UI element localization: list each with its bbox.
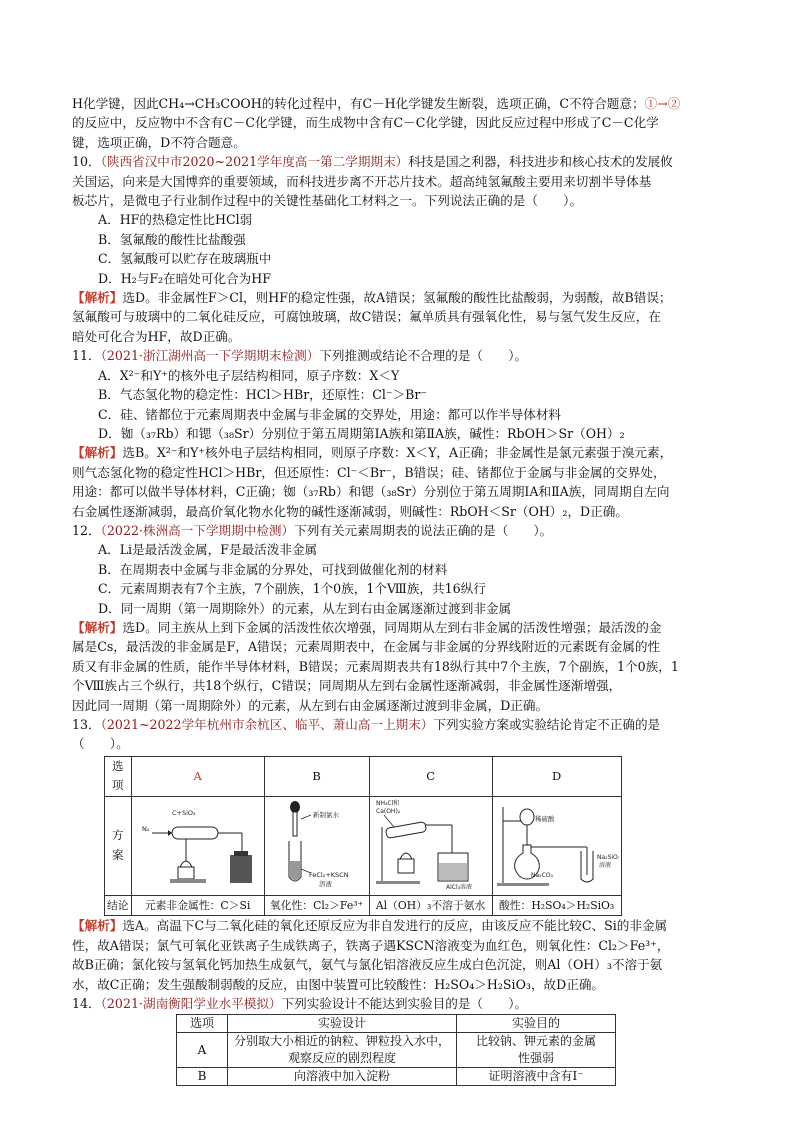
table-row-scheme bbox=[105, 796, 622, 895]
q10-option-a: A．HF的热稳定性比HCl弱 bbox=[98, 212, 253, 228]
q10-stem-2: 关国运，向来是大国博弈的重要领域，而科技进步离不开芯片技术。超高纯氢氟酸主要用来切割半导体基 bbox=[72, 173, 652, 189]
q11-option-c: C．硅、锗都位于元素周期表中金属与非金属的交界处，用途：都可以作半导体材料 bbox=[98, 406, 562, 422]
q11-option-d: D．铷（₃₇Rb）和锶（₃₈Sr）分别位于第五周期第ⅠA族和第ⅡA族，碱性：RbOH＞Sr（OH）₂ bbox=[98, 425, 625, 441]
stand-base bbox=[497, 883, 549, 886]
q14-stem: 14．（2021·湖南衡阳学业水平模拟）下列实验设计不能达到实验目的是（ ）。 bbox=[72, 996, 528, 1012]
q11-option-b: B．气态氢化物的稳定性：HCl＞HBr，还原性：Cl⁻＞Br⁻ bbox=[98, 387, 428, 403]
q10-analysis: 【解析】选D。非金属性F＞Cl，则HF的稳定性强，故A错误；氢氟酸的酸性比盐酸弱，为弱酸，故B错误； bbox=[72, 290, 672, 306]
label-n2: N₂ bbox=[141, 824, 150, 833]
arrow-head-icon bbox=[168, 830, 172, 836]
q12-option-d: D．同一周期（第一周期除外）的元素，从左到右由金属逐渐过渡到非金属 bbox=[98, 600, 512, 616]
dropper-tube bbox=[293, 812, 297, 836]
q14-design-table bbox=[176, 1014, 616, 1086]
apparatus-a bbox=[131, 796, 264, 895]
table-row bbox=[177, 1068, 616, 1086]
q12-analysis-4: 个Ⅷ族占三个纵行，共18个纵行，C错误；同周期从左到右金属性逐渐减弱，非金属性逐渐增强， bbox=[72, 678, 622, 694]
row-goal: 证明溶液中含有I⁻ bbox=[457, 1068, 616, 1086]
label-solution-d: 溶液 bbox=[598, 861, 611, 869]
separatory-funnel bbox=[520, 809, 534, 825]
header-c: C bbox=[369, 756, 492, 796]
burner-flame-icon bbox=[180, 861, 192, 867]
q10-stem-3: 板芯片，是微电子行业制作过程中的关键性基础化工材料之一。下列说法正确的是（ ）。 bbox=[72, 193, 583, 209]
q10-analysis-2: 氢氟酸可与玻璃中的二氧化硅反应，可腐蚀玻璃，故C错误；氟单质具有强氧化性，易与氢气发生反应，在 bbox=[72, 309, 661, 325]
label-fecl2-kscn: FeCl₂+KSCN bbox=[308, 870, 349, 879]
q13-analysis: 【解析】选A。高温下C与二氧化硅的氧化还原反应为非自发进行的反应，由该反应不能比较C、Si的非金属 bbox=[72, 918, 668, 934]
q11-analysis: 【解析】选B。X²⁻和Y⁺核外电子层结构相同，则原子序数：X＜Y，A正确；非金属性是氯元素强于溴元素， bbox=[72, 445, 673, 461]
label-solution: 溶液 bbox=[318, 879, 332, 888]
q13-stem: 13．（2021~2022学年杭州市余杭区、临平、萧山高一上期末）下列实验方案或实验结论肯定不正确的是 bbox=[72, 717, 661, 732]
label-nh4cl: NH₄Cl和 bbox=[375, 799, 399, 807]
table-header-row bbox=[105, 756, 622, 796]
header-goal: 实验目的 bbox=[457, 1015, 616, 1033]
header-b: B bbox=[264, 756, 369, 796]
apparatus-b-diagram bbox=[267, 797, 367, 889]
stand-base bbox=[170, 879, 206, 883]
q12-stem: 12．（2022·株洲高一下学期期中检测）下列有关元素周期表的说法正确的是（ ）。 bbox=[72, 522, 553, 538]
header-design: 实验设计 bbox=[228, 1015, 457, 1033]
bottle-cap bbox=[234, 851, 248, 856]
q11-analysis-4: 右金属性逐渐减弱，最高价氧化物水化物的碱性逐渐减弱，则碱性：RbOH＜Sr（OH）₂，D正确。 bbox=[72, 503, 628, 519]
q10-option-b: B．氢氟酸的酸性比盐酸强 bbox=[98, 231, 246, 247]
q10-option-c: C．氢氟酸可以贮存在玻璃瓶中 bbox=[98, 251, 272, 267]
row-label-conclusion: 结论 bbox=[105, 896, 132, 916]
q13-analysis-2: 性，故A错误；氯气可氧化亚铁离子生成铁离子，铁离子遇KSCN溶液变为血红色，则氧化性：Cl₂＞Fe³⁺， bbox=[72, 937, 670, 953]
label-na2sio3: Na₂SiO₃ bbox=[596, 853, 619, 861]
intro-line-1: H化学键，因此CH₄→CH₃COOH的转化过程中，有C－H化学键发生断裂，选项正确，C不符合题意；①→② bbox=[72, 96, 681, 111]
q12-option-a: A．Li是最活泼金属，F是最活泼非金属 bbox=[98, 542, 318, 558]
q11-stem: 11．（2021·浙江湖州高一下学期期末检测）下列推测或结论不合理的是（ ）。 bbox=[72, 348, 528, 364]
collection-bottle bbox=[230, 855, 252, 883]
q13-analysis-4: 水，故C正确；发生强酸制弱酸的反应，由图中装置可比较酸性：H₂SO₄＞H₂SiO₃，故D正确。 bbox=[72, 976, 605, 992]
header-option: 选项 bbox=[105, 756, 132, 796]
q13-stem-2: （ ）。 bbox=[72, 736, 129, 752]
row-design: 分别取大小相近的钠粒、钾粒投入水中， 观察反应的剧烈程度 bbox=[228, 1033, 457, 1068]
test-tube-solution bbox=[290, 861, 300, 880]
alcohol-lamp bbox=[398, 859, 414, 873]
reaction-tube bbox=[172, 827, 218, 839]
apparatus-d bbox=[492, 796, 621, 895]
label-line-top bbox=[301, 815, 311, 819]
q10-stem: 10．（陕西省汉中市2020~2021学年度高一第二学期期末）科技是国之利器，科技进步和核心技术的发展攸 bbox=[72, 154, 673, 170]
table-row-conclusion bbox=[105, 896, 622, 916]
conclusion-a: 元素非金属性：C＞Si bbox=[131, 896, 264, 916]
label-na2co3: Na₂CO₃ bbox=[530, 871, 553, 879]
alcohol-lamp bbox=[178, 867, 194, 879]
q12-analysis-5: 因此同一周期（第一周期除外）的元素，从左到右由金属逐渐过渡到非金属，D正确。 bbox=[72, 697, 549, 713]
conclusion-c: Al（OH）₃不溶于氨水 bbox=[369, 896, 492, 916]
table-header-row bbox=[177, 1015, 616, 1033]
intro-line-2: 的反应中，反应物中不含有C－C化学键，而生成物中含有C－C化学键，因此反应过程中形成了C－C化学 bbox=[72, 115, 659, 131]
row-option: B bbox=[177, 1068, 228, 1086]
apparatus-b bbox=[264, 796, 369, 895]
row-goal: 比较钠、钾元素的金属 性强弱 bbox=[457, 1033, 616, 1068]
q12-analysis-2: 属是Cs，最活泼的非金属是F，A错误；元素周期表中，在金属与非金属的分界线附近的元素既有金属的性 bbox=[72, 639, 661, 655]
header-d: D bbox=[492, 756, 621, 796]
apparatus-c-diagram bbox=[372, 797, 490, 889]
row-design: 向溶液中加入淀粉 bbox=[228, 1068, 457, 1086]
q12-analysis: 【解析】选D。同主族从上到下金属的活泼性依次增强，同周期从左到右非金属的活泼性增强；最活泼的金 bbox=[72, 619, 662, 635]
apparatus-d-diagram bbox=[495, 797, 619, 889]
apparatus-c bbox=[369, 796, 492, 895]
header-a: A bbox=[131, 756, 264, 796]
q13-analysis-3: 故B正确；氯化铵与氢氧化钙加热生成氨气，氨气与氯化铝溶液反应生成白色沉淀，则Al（OH）₃不溶于氨 bbox=[72, 957, 663, 973]
label-alcl3: AlCl₃溶液 bbox=[445, 883, 472, 889]
q11-analysis-2: 则气态氢化物的稳定性HCl＞HBr，但还原性：Cl⁻＜Br⁻，B错误；硅、锗都位于金属与非金属的交界处， bbox=[72, 464, 666, 480]
intro-line-3: 键，选项正确，D不符合题意。 bbox=[72, 134, 246, 150]
label-dilute-h2so4: 稀硫酸 bbox=[534, 814, 555, 823]
row-option: A bbox=[177, 1033, 228, 1068]
row-label-scheme: 方案 bbox=[105, 796, 132, 895]
table-row bbox=[177, 1033, 616, 1068]
label-caoh2: Ca(OH)₂ bbox=[375, 807, 400, 815]
label-line bbox=[384, 815, 394, 827]
beaker-solution bbox=[439, 863, 467, 880]
q12-analysis-3: 质又有非金属的性质，能作半导体材料，B错误；元素周期表共有18纵行其中7个主族，7个副族，1个0族，1 bbox=[72, 658, 679, 674]
q12-option-c: C．元素周期表有7个主族，7个副族，1个0族，1个Ⅷ族，共16纵行 bbox=[98, 581, 486, 597]
dropper-bulb-icon bbox=[290, 801, 300, 813]
conclusion-b: 氧化性：Cl₂＞Fe³⁺ bbox=[264, 896, 369, 916]
header-option: 选项 bbox=[177, 1015, 228, 1033]
conclusion-d: 酸性：H₂SO₄＞H₂SiO₃ bbox=[492, 896, 621, 916]
q13-experiment-table bbox=[104, 756, 622, 917]
stand-base bbox=[376, 881, 420, 884]
label-c-sio2: C+SiO₂ bbox=[171, 808, 196, 817]
q11-analysis-3: 用途：都可以做半导体材料，C正确；铷（₃₇Rb）和锶（₃₈Sr）分别位于第五周期ⅠA和ⅡA族，同周期自左向 bbox=[72, 484, 670, 500]
q10-analysis-3: 暗处可化合为HF，故D正确。 bbox=[72, 328, 241, 344]
q11-option-a: A．X²⁻和Y⁺的核外电子层结构相同，原子序数：X＜Y bbox=[98, 367, 400, 383]
q10-option-d: D．H₂与F₂在暗处可化合为HF bbox=[98, 270, 271, 286]
burner-flame-icon bbox=[400, 853, 412, 859]
label-chlorine-water: 新制氯水 bbox=[312, 810, 339, 819]
apparatus-a-diagram bbox=[134, 797, 262, 889]
q12-option-b: B．在周期表中金属与非金属的分界处，可找到做催化剂的材料 bbox=[98, 561, 448, 577]
page-content bbox=[72, 94, 724, 1086]
